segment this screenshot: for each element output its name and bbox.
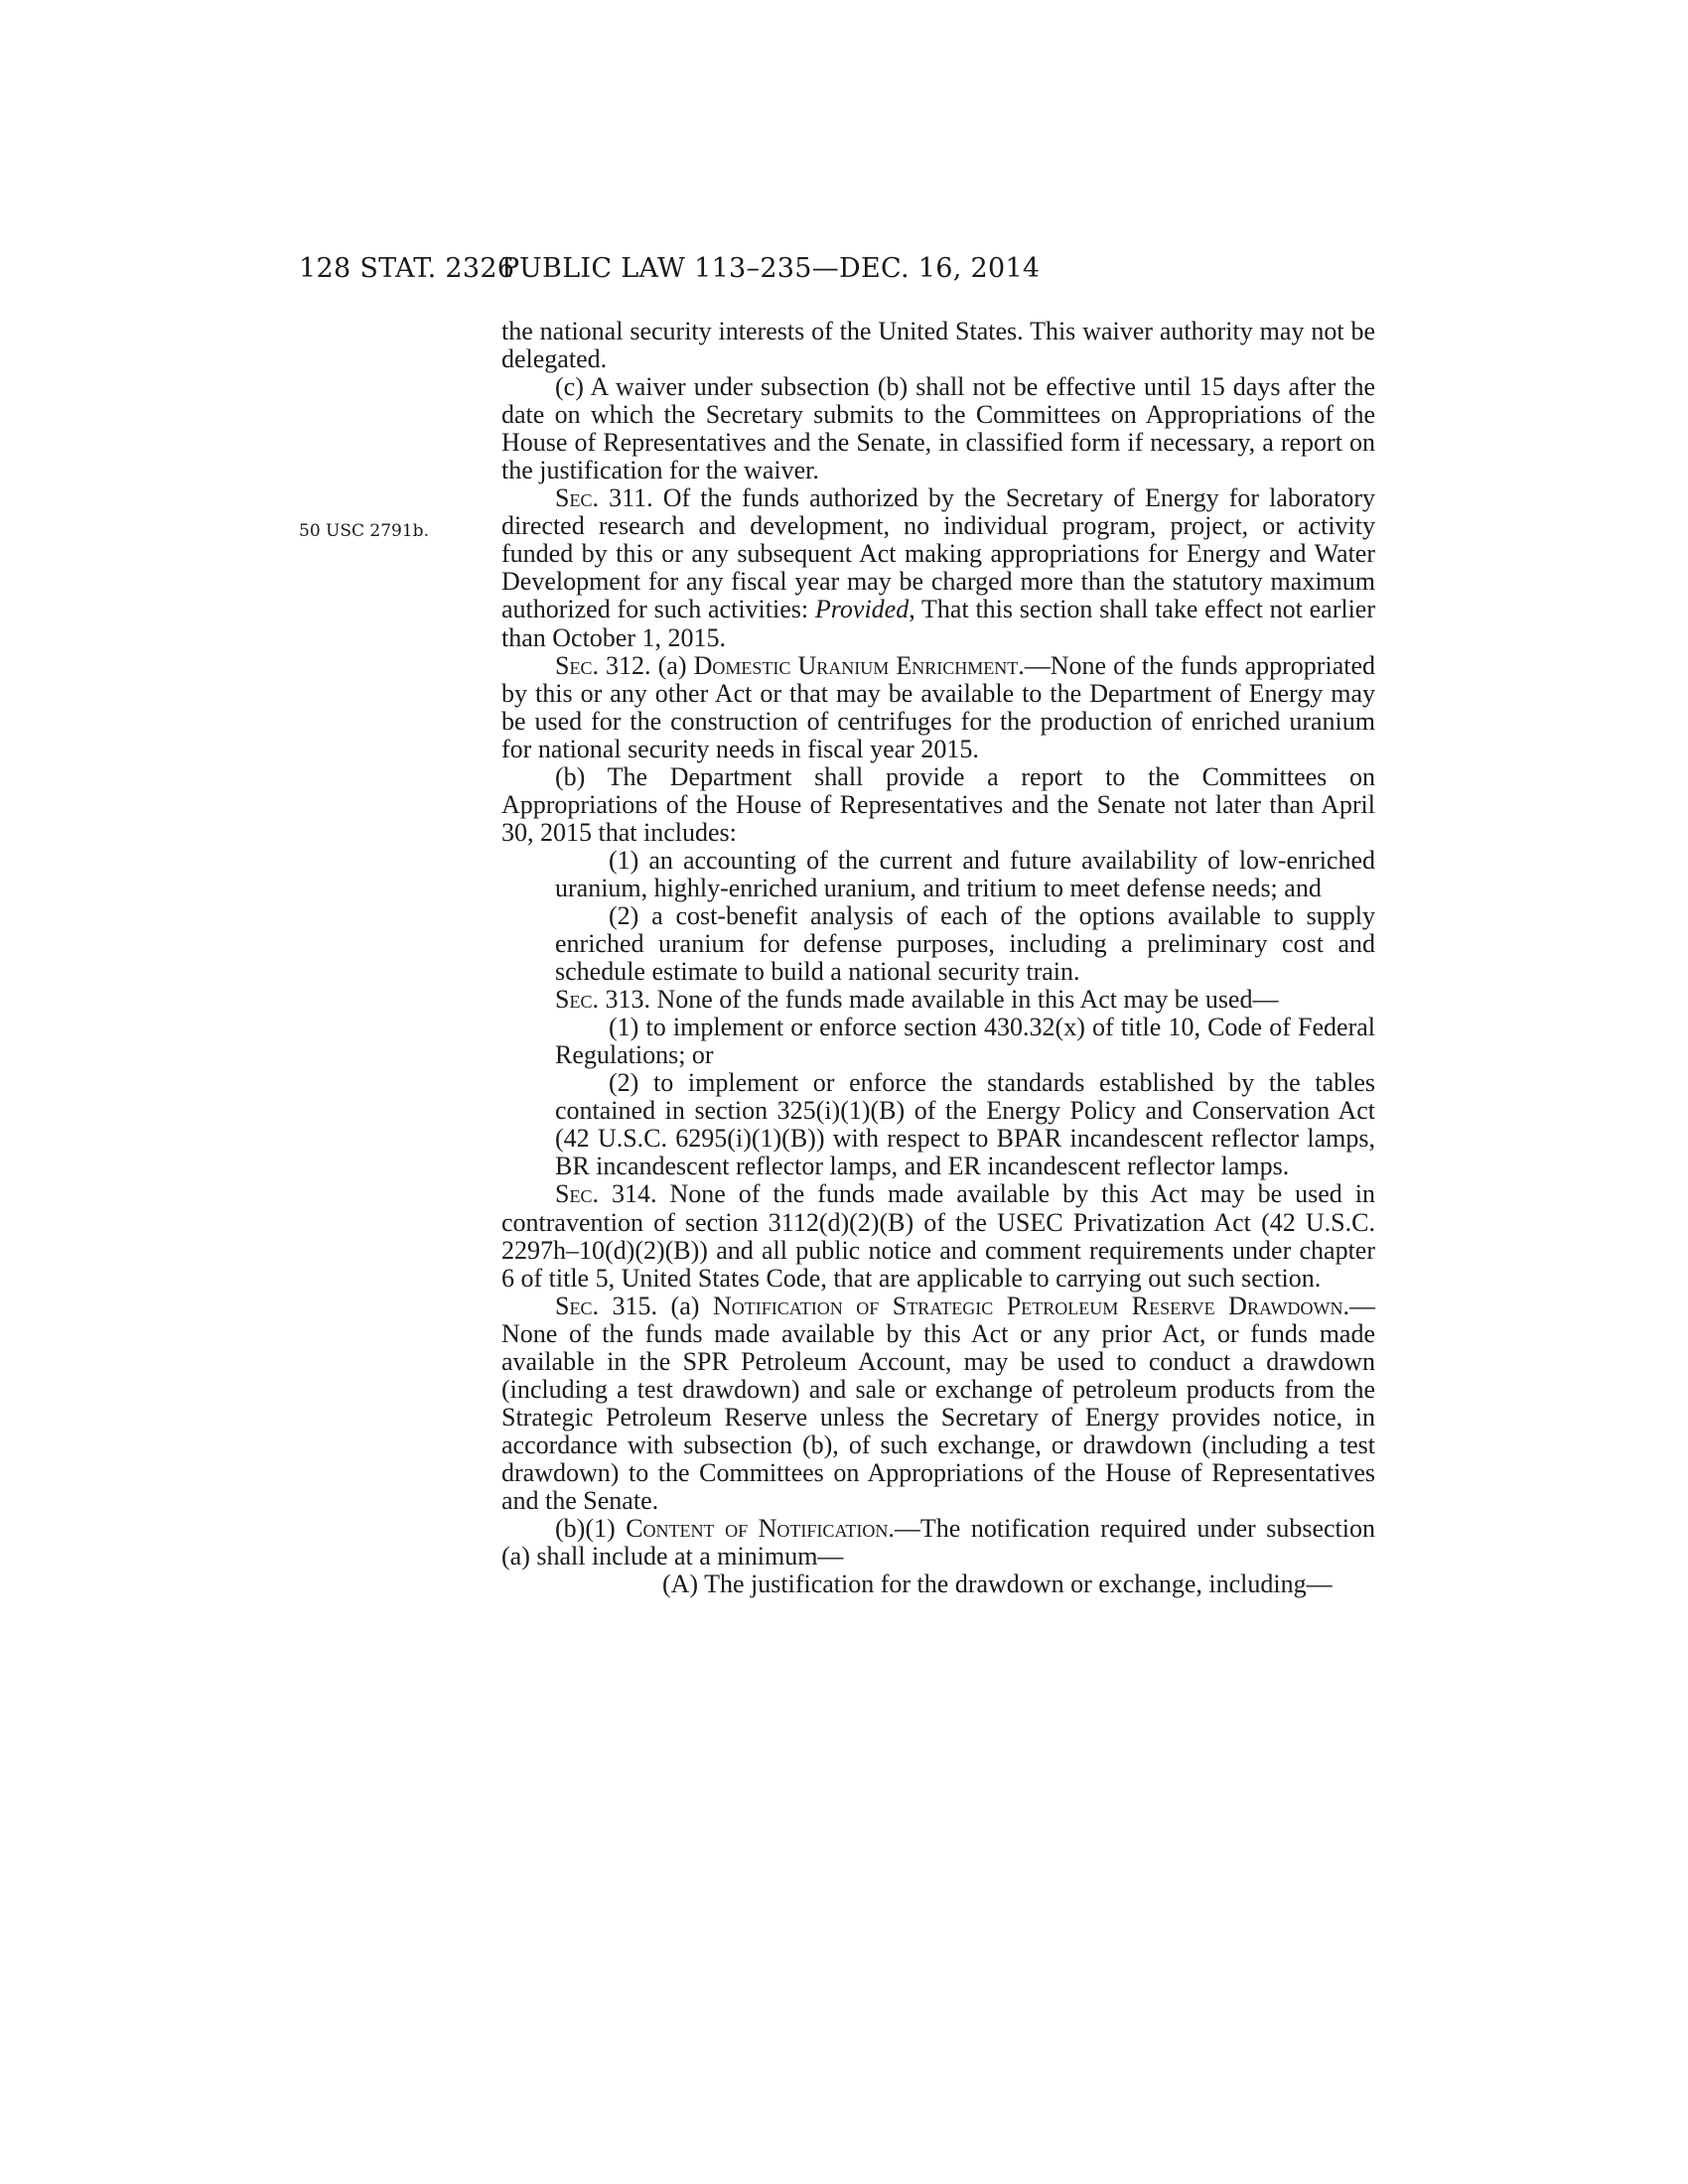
paragraph-312-b-2: (2) a cost-benefit analysis of each of the options available to supply enriched uranium for defense purposes, including a preliminary cost and schedule estimate to build a national security train. <box>555 900 1375 987</box>
subsection-text: .—The notification required under subsection (a) shall include at a minimum— <box>501 1514 1375 1571</box>
section-number: . 313. <box>592 985 650 1015</box>
section-label: Sec <box>555 985 593 1015</box>
statute-page-number: 128 STAT. 2326 <box>299 253 515 284</box>
section-311 <box>501 484 1375 651</box>
section-label: Sec <box>555 650 593 680</box>
paragraph-continuation: the national security interests of the United States. This waiver authority may not be delegated. <box>501 317 1375 374</box>
section-heading: Domestic Uranium Enrichment <box>693 650 1019 680</box>
section-number: . 311. <box>592 483 653 513</box>
paragraph-315-b-1 <box>501 1515 1375 1570</box>
paragraph-312-b: (b) The Department shall provide a report to the Committees on Appropriations of the House of Representatives and the Senate not later than April 30, 2015 that includes: <box>501 761 1375 847</box>
section-text: .—None of the funds made available by this Act or any prior Act, or funds made available in the SPR Petroleum Account, may be used to conduct a drawdown (including a test drawdown) and sale or exchange of petroleum products from the Strategic Petroleum Reserve unless the Secretary of Energy provides notice, in accordance with subsection (b), of such exchange, or drawdown (including a test drawdown) to the Committees on Appropriations of the House of Representatives and the Senate. <box>501 1291 1375 1515</box>
section-text: .—None of the funds appropriated by this or any other Act or that may be available to the Department of Energy may be used for the construction of centrifuges for the production of enriched uranium for national security needs in fiscal year 2015. <box>501 650 1375 763</box>
section-313 <box>501 986 1375 1014</box>
margin-citation: 50 USC 2791b. <box>299 521 429 541</box>
paragraph-315-b-1-A: (A) The justification for the drawdown or exchange, including— <box>662 1570 1333 1599</box>
document-body <box>501 318 1375 1598</box>
section-label: Sec <box>555 483 593 513</box>
section-label: Sec <box>555 1179 593 1209</box>
paragraph-312-b-1: (1) an accounting of the current and future availability of low-enriched uranium, highly-enriched uranium, and tritium to meet defense needs; and <box>555 845 1375 902</box>
section-number: . 315. (a) <box>592 1291 713 1320</box>
section-text: None of the funds made available by this Act may be used in contravention of section 3112(d)(2)(B) of the USEC Privatization Act (42 U.S.C. 2297h–10(d)(2)(B)) and all public notice and comment requirements under chapter 6 of title 5, United States Code, that are applicable to carrying out such section. <box>501 1179 1376 1293</box>
section-text-tail: , That this section shall take effect not earlier than October 1, 2015. <box>501 595 1375 652</box>
proviso-word: Provided <box>814 595 910 624</box>
section-label: Sec <box>555 1291 593 1320</box>
running-header-title: PUBLIC LAW 113–235—DEC. 16, 2014 <box>501 253 1041 284</box>
section-text: Of the funds authorized by the Secretary of Energy for laboratory directed research and development, no individual program, project, or activity funded by this or any subsequent Act making appropriations for Energy and Water Development for any fiscal year may be charged more than the statutory maximum authorized for such activities: <box>501 483 1375 624</box>
paragraph-313-1: (1) to implement or enforce section 430.32(x) of title 10, Code of Federal Regulations; or <box>555 1013 1375 1070</box>
subsection-heading: Content of Notification <box>626 1514 889 1544</box>
section-312 <box>501 652 1375 763</box>
section-number: . 312. (a) <box>592 650 694 680</box>
section-315 <box>501 1293 1375 1515</box>
subsection-prefix: (b)(1) <box>555 1514 627 1544</box>
section-text: None of the funds made available in this Act may be used— <box>649 985 1279 1015</box>
section-314 <box>501 1180 1375 1292</box>
section-heading: Notification of Strategic Petroleum Reserve Drawdown <box>712 1291 1343 1320</box>
paragraph-subsection-c: (c) A waiver under subsection (b) shall not be effective until 15 days after the date on which the Secretary submits to the Committees on Appropriations of the House of Representatives and the Senate, in classified form if necessary, a report on the justification for the waiver. <box>501 372 1375 485</box>
section-number: . 314. <box>592 1179 657 1209</box>
paragraph-313-2: (2) to implement or enforce the standards established by the tables contained in section 325(i)(1)(B) of the Energy Policy and Conservation Act (42 U.S.C. 6295(i)(1)(B)) with respect to BPAR incandescent reflector lamps, BR incandescent reflector lamps, and ER incandescent reflector lamps. <box>555 1068 1375 1181</box>
